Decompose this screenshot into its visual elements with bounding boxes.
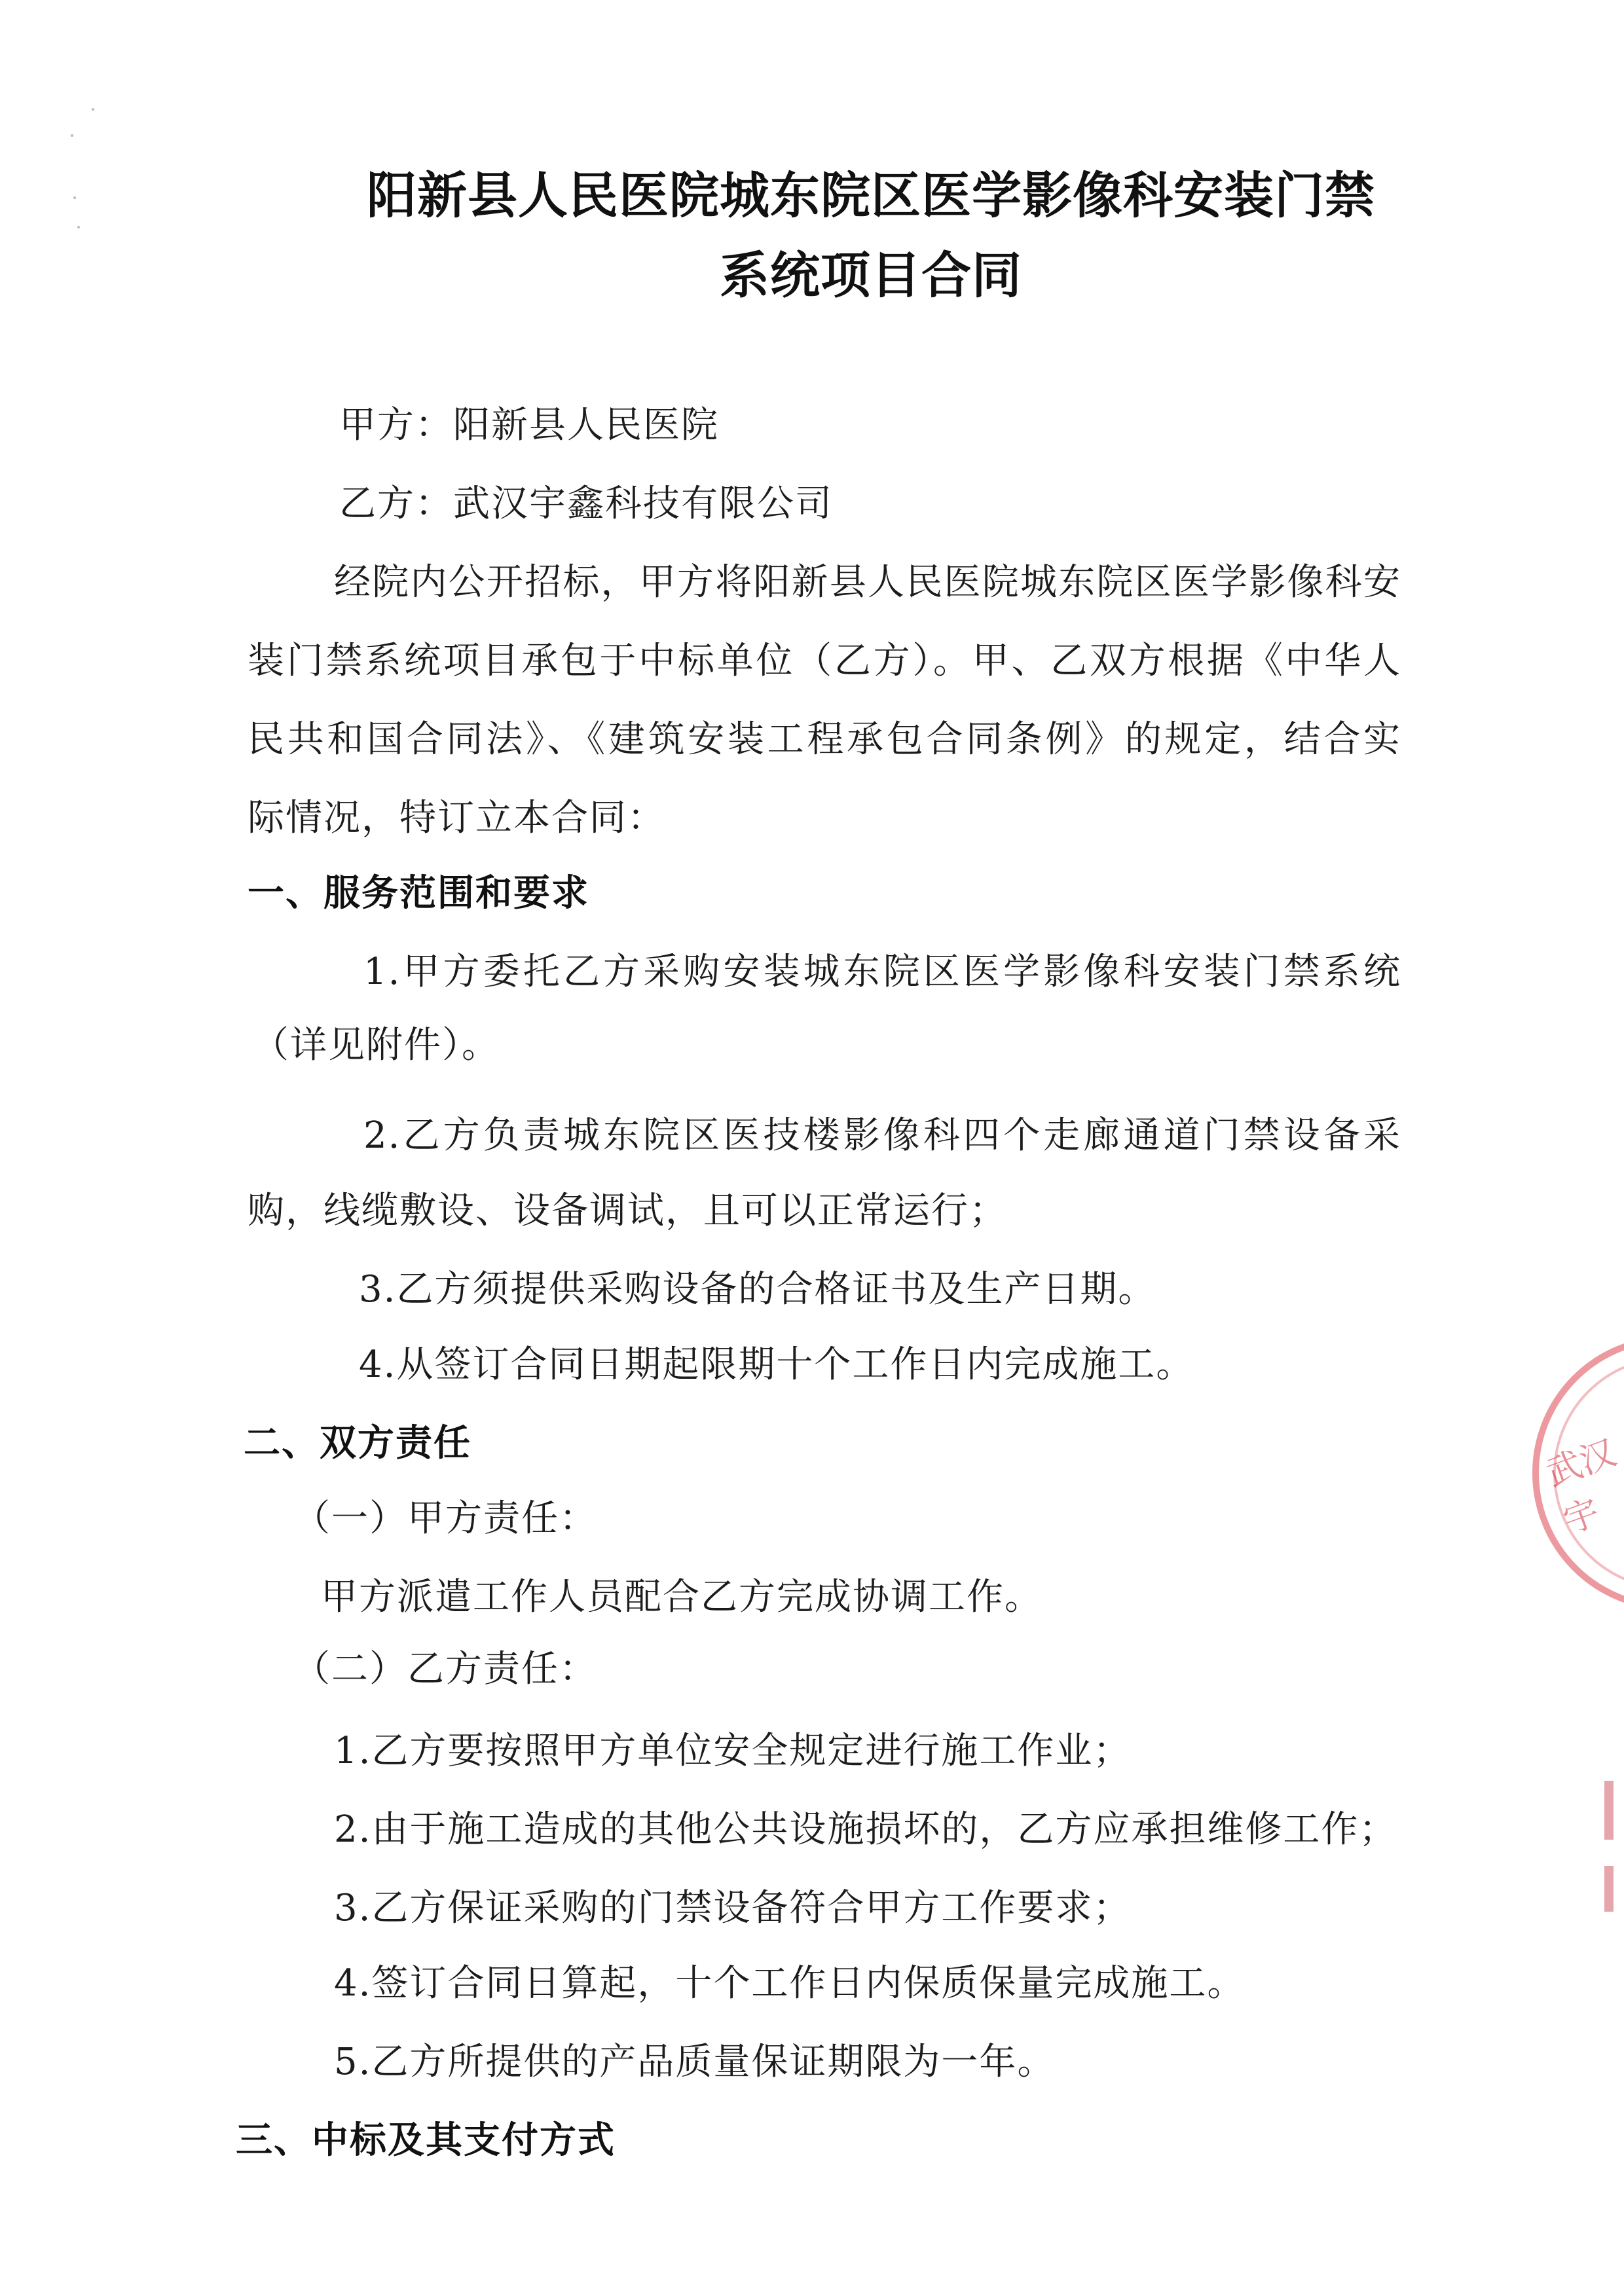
section-1-item-2-line-2: 购，线缆敷设、设备调试，且可以正常运行； bbox=[248, 1190, 1007, 1232]
section-2b-item-1: 1.乙方要按照甲方单位安全规定进行施工作业； bbox=[334, 1730, 1132, 1772]
party-b: 乙方：武汉宇鑫科技有限公司 bbox=[339, 483, 833, 525]
seal-edge-mark bbox=[1604, 1781, 1614, 1840]
section-2-heading: 二、双方责任 bbox=[244, 1421, 471, 1465]
scan-speck bbox=[71, 134, 73, 137]
section-2b-heading: （二）乙方责任： bbox=[293, 1648, 597, 1690]
section-1-heading: 一、服务范围和要求 bbox=[248, 871, 589, 915]
intro-line-3: 民共和国合同法》、《建筑安装工程承包合同条例》的规定，结合实 bbox=[248, 718, 1401, 761]
section-2b-item-3: 3.乙方保证采购的门禁设备符合甲方工作要求； bbox=[334, 1887, 1132, 1929]
section-1-item-1-line-1: 1.甲方委托乙方采购安装城东院区医学影像科安装门禁系统 bbox=[363, 951, 1401, 993]
intro-line-4: 际情况，特订立本合同： bbox=[248, 797, 665, 839]
scan-speck bbox=[73, 196, 76, 199]
section-1-item-4: 4.从签订合同日期起限期十个工作日内完成施工。 bbox=[359, 1343, 1194, 1386]
scan-speck bbox=[92, 108, 94, 111]
scan-speck bbox=[77, 226, 80, 228]
section-1-item-3: 3.乙方须提供采购设备的合格证书及生产日期。 bbox=[359, 1268, 1156, 1311]
contract-title-line-2: 系统项目合同 bbox=[720, 246, 1022, 304]
section-1-item-2-line-1: 2.乙方负责城东院区医技楼影像科四个走廊通道门禁设备采 bbox=[363, 1114, 1401, 1157]
company-seal-text: 武汉宇 bbox=[1540, 1431, 1621, 1542]
section-2b-item-2: 2.由于施工造成的其他公共设施损坏的，乙方应承担维修工作； bbox=[334, 1808, 1397, 1851]
intro-line-2: 装门禁系统项目承包于中标单位（乙方）。甲、乙双方根据《中华人 bbox=[248, 640, 1401, 682]
section-2b-item-5: 5.乙方所提供的产品质量保证期限为一年。 bbox=[334, 2041, 1056, 2083]
seal-edge-mark bbox=[1604, 1866, 1614, 1912]
section-2a-text: 甲方派遣工作人员配合乙方完成协调工作。 bbox=[321, 1576, 1043, 1618]
section-1-item-1-line-2: （详见附件）。 bbox=[252, 1024, 500, 1066]
section-2a-heading: （一）甲方责任： bbox=[293, 1497, 597, 1540]
party-a: 甲方：阳新县人民医院 bbox=[339, 404, 719, 446]
section-2b-item-4: 4.签订合同日算起，十个工作日内保质保量完成施工。 bbox=[334, 1962, 1246, 2005]
intro-line-1: 经院内公开招标，甲方将阳新县人民医院城东院区医学影像科安 bbox=[334, 561, 1401, 604]
section-3-heading: 三、中标及其支付方式 bbox=[236, 2119, 616, 2162]
contract-title-line-1: 阳新县人民医院城东院区医学影像科安装门禁 bbox=[367, 166, 1375, 225]
